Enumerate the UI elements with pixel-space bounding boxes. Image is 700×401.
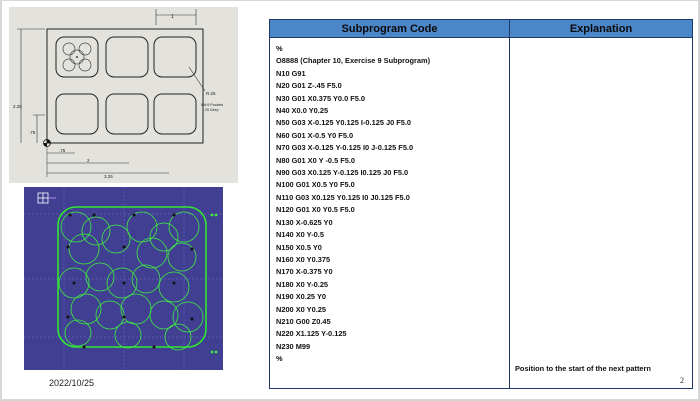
cad-toolpath-view bbox=[24, 187, 223, 370]
code-line: N100 G01 X0.5 Y0 F5.0 bbox=[276, 180, 355, 190]
part-drawing bbox=[9, 7, 238, 183]
header-subprogram-code: Subprogram Code bbox=[270, 20, 510, 38]
code-line: N60 G01 X-0.5 Y0 F5.0 bbox=[276, 130, 354, 140]
dim-left-small: .75 bbox=[29, 130, 36, 135]
subprogram-table bbox=[269, 19, 693, 389]
code-line: N120 G01 X0 Y0.5 F5.0 bbox=[276, 205, 355, 215]
code-line: N170 X-0.375 Y0 bbox=[276, 267, 333, 277]
drawing-photo bbox=[9, 7, 238, 183]
header-explanation: Explanation bbox=[510, 20, 693, 38]
dim-bottom-mid: 2 bbox=[87, 158, 90, 163]
code-line: N230 M99 bbox=[276, 341, 311, 351]
code-line: N70 G03 X-0.125 Y-0.125 I0 J-0.125 F5.0 bbox=[276, 143, 414, 153]
dim-left-overall: 2.25 bbox=[13, 104, 22, 109]
code-line: N50 G03 X-0.125 Y0.125 I-0.125 J0 F5.0 bbox=[276, 118, 412, 128]
code-line: N220 X1.125 Y-0.125 bbox=[276, 329, 347, 339]
code-line: N80 G01 X0 Y -0.5 F5.0 bbox=[276, 155, 356, 165]
code-line: N90 G03 X0.125 Y-0.125 I0.125 J0 F5.0 bbox=[276, 168, 409, 178]
code-line: N40 X0.0 Y0.25 bbox=[276, 106, 329, 116]
code-line: N180 X0 Y-0.25 bbox=[276, 279, 329, 289]
code-line: % bbox=[276, 354, 283, 364]
dim-top: 1 bbox=[171, 14, 174, 20]
code-line: O8888 (Chapter 10, Exercise 9 Subprogram) bbox=[276, 56, 431, 66]
code-line: N20 G01 Z-.45 F5.0 bbox=[276, 81, 342, 91]
explanation-note: Position to the start of the next pattern bbox=[515, 364, 651, 373]
code-line: N10 G91 bbox=[276, 68, 306, 78]
dim-bottom-small: .75 bbox=[59, 148, 66, 153]
code-line: N210 G00 Z0.45 bbox=[276, 316, 331, 326]
slide bbox=[2, 1, 698, 399]
code-line: N160 X0 Y0.375 bbox=[276, 254, 331, 264]
code-line: N30 G01 X0.375 Y0.0 F5.0 bbox=[276, 93, 366, 103]
code-lines bbox=[270, 38, 509, 366]
pocket-note-1: Mill 6 Pockets bbox=[201, 103, 224, 107]
radius-note: R.25 bbox=[206, 91, 216, 96]
page-number: 2 bbox=[680, 376, 684, 385]
code-line: N200 X0 Y0.25 bbox=[276, 304, 326, 314]
code-line: % bbox=[276, 44, 283, 53]
code-cell bbox=[270, 38, 510, 389]
slide-date: 2022/10/25 bbox=[49, 378, 95, 388]
table-header-row bbox=[270, 20, 693, 38]
code-line: N150 X0.5 Y0 bbox=[276, 242, 322, 252]
code-line: N190 X0.25 Y0 bbox=[276, 292, 326, 302]
dim-bottom-overall: 3.25 bbox=[104, 174, 113, 179]
code-line: N140 X0 Y-0.5 bbox=[276, 230, 324, 240]
code-line: N130 X-0.625 Y0 bbox=[276, 217, 333, 227]
code-line: N110 G03 X0.125 Y0.125 I0 J0.125 F5.0 bbox=[276, 192, 410, 202]
explanation-cell bbox=[510, 38, 693, 389]
table-body-row bbox=[270, 38, 693, 389]
pocket-note-2: .25 Deep bbox=[204, 108, 219, 112]
toolpath-simulation bbox=[24, 187, 223, 370]
